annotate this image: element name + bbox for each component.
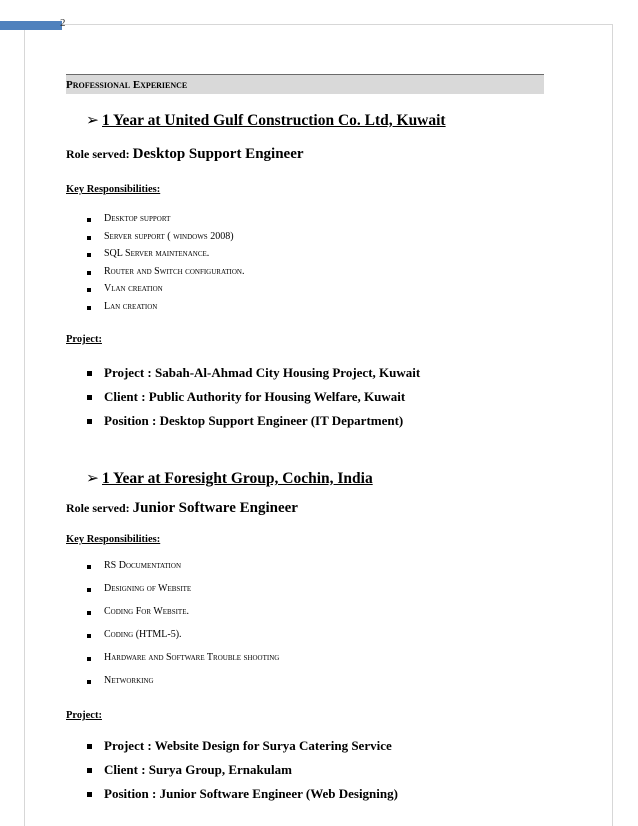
- project-label-2: Project:: [66, 710, 102, 721]
- role-label: Role served:: [66, 501, 130, 515]
- list-item: SQL Server maintenance.: [86, 248, 244, 266]
- section-heading: [66, 74, 544, 94]
- arrow-bullet-icon: ➢: [86, 112, 99, 129]
- list-item: Server support ( windows 2008): [86, 231, 244, 249]
- responsibilities-label-2: Key Responsibilities:: [66, 534, 161, 545]
- job-title-2: [86, 469, 373, 488]
- role-label: Role served:: [66, 147, 130, 161]
- list-item: Coding (HTML-5).: [86, 629, 279, 652]
- role-served-2: [66, 500, 298, 517]
- list-item: Desktop support: [86, 213, 244, 231]
- header-accent-bar: [0, 21, 62, 30]
- list-item: Project : Website Design for Surya Catering Service: [86, 738, 398, 762]
- job-title-text: 1 Year at United Gulf Construction Co. Ltd, Kuwait: [102, 112, 446, 129]
- list-item: Position : Desktop Support Engineer (IT Department): [86, 413, 420, 437]
- list-item: Client : Surya Group, Ernakulam: [86, 762, 398, 786]
- list-item: Designing of Website: [86, 583, 279, 606]
- list-item: Client : Public Authority for Housing Welfare, Kuwait: [86, 389, 420, 413]
- role-value: Desktop Support Engineer: [132, 146, 304, 162]
- job-title-1: [86, 111, 446, 130]
- list-item: Networking: [86, 675, 279, 698]
- section-heading-text: Professional Experience: [66, 79, 188, 91]
- role-value: Junior Software Engineer: [132, 500, 298, 516]
- project-list-2: [86, 738, 398, 810]
- list-item: Position : Junior Software Engineer (Web Designing): [86, 786, 398, 810]
- list-item: Project : Sabah-Al-Ahmad City Housing Project, Kuwait: [86, 365, 420, 389]
- responsibilities-list-1: [86, 213, 244, 319]
- project-label-1: Project:: [66, 334, 102, 345]
- project-list-1: [86, 365, 420, 437]
- list-item: Coding For Website.: [86, 606, 279, 629]
- responsibilities-list-2: [86, 560, 279, 698]
- list-item: Router and Switch configuration.: [86, 266, 244, 284]
- arrow-bullet-icon: ➢: [86, 470, 99, 487]
- list-item: Lan creation: [86, 301, 244, 319]
- list-item: RS Documentation: [86, 560, 279, 583]
- responsibilities-label-1: Key Responsibilities:: [66, 184, 161, 195]
- role-served-1: [66, 146, 304, 163]
- job-title-text: 1 Year at Foresight Group, Cochin, India: [102, 470, 373, 487]
- list-item: Vlan creation: [86, 283, 244, 301]
- page-number: 2: [60, 17, 66, 29]
- list-item: Hardware and Software Trouble shooting: [86, 652, 279, 675]
